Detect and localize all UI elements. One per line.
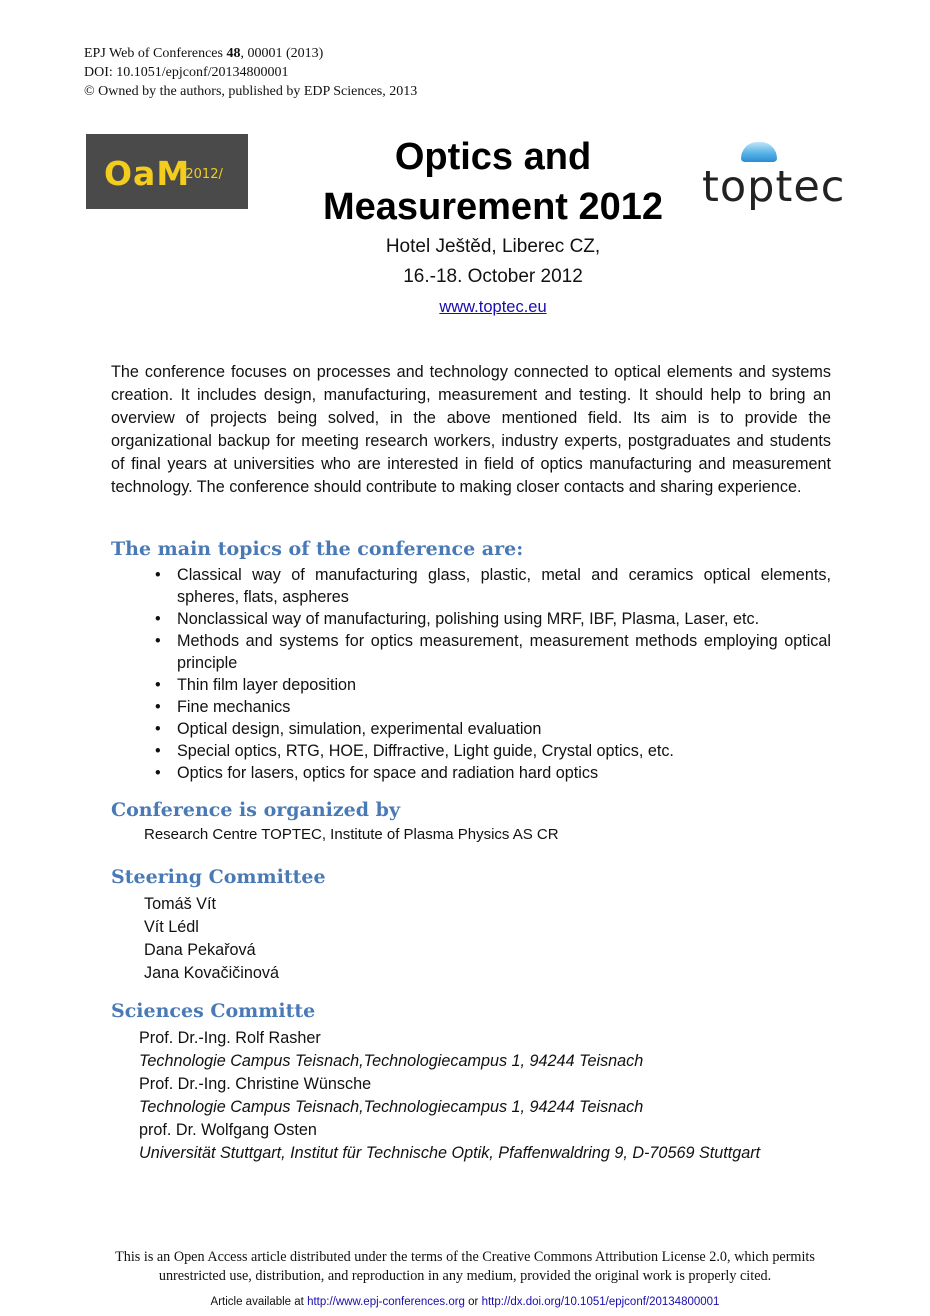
topic-item: • Optics for lasers, optics for space and radiation hard optics bbox=[153, 762, 831, 784]
steering-list bbox=[144, 893, 279, 985]
dome-icon bbox=[741, 142, 777, 162]
conference-title bbox=[300, 132, 686, 232]
copyright-line: © Owned by the authors, published by EDP Sciences, 2013 bbox=[84, 84, 418, 99]
committee-member: Tomáš Vít bbox=[144, 895, 216, 913]
member-affiliation: Technologie Campus Teisnach,Technologiecampus 1, 94244 Teisnach bbox=[139, 1052, 644, 1070]
topic-item: • Nonclassical way of manufacturing, polishing using MRF, IBF, Plasma, Laser, etc. bbox=[153, 608, 831, 630]
website-link[interactable]: www.toptec.eu bbox=[439, 298, 547, 316]
venue-block bbox=[300, 232, 686, 292]
committee-member: Vít Lédl bbox=[144, 918, 199, 936]
doi-link[interactable]: http://dx.doi.org/10.1051/epjconf/20134800001 bbox=[481, 1296, 720, 1308]
organizer-text: Research Centre TOPTEC, Institute of Plasma Physics AS CR bbox=[144, 826, 559, 843]
article-availability bbox=[0, 1296, 930, 1308]
oam-logo-year: /2012/ bbox=[181, 167, 223, 182]
venue-dates: 16.-18. October 2012 bbox=[403, 266, 583, 287]
member-name: prof. Dr. Wolfgang Osten bbox=[139, 1121, 317, 1139]
oam-logo-text: OaM bbox=[104, 154, 191, 193]
sciences-heading: Sciences Committe bbox=[111, 1000, 316, 1022]
member-affiliation: Technologie Campus Teisnach,Technologiecampus 1, 94244 Teisnach bbox=[139, 1098, 644, 1116]
publication-header bbox=[84, 44, 417, 101]
oam-logo bbox=[86, 134, 248, 209]
toptec-logo-text: toptec bbox=[702, 162, 846, 212]
title-line-2: Measurement 2012 bbox=[322, 186, 664, 228]
license-notice: This is an Open Access article distributed under the terms of the Creative Commons Attribution License 2.0, which permits unrestricted use, distribution, and reproduction in any medium, provided the original work is properly cited. bbox=[115, 1249, 815, 1284]
member-name: Prof. Dr.-Ing. Rolf Rasher bbox=[139, 1029, 321, 1047]
intro-paragraph: The conference focuses on processes and technology connected to optical elements and systems creation. It includes design, manufacturing, measurement and testing. It should help to bring an overview of projects being solved, in the above mentioned field. Its aim is to provide the organizational backup for meeting research workers, industry experts, postgraduates and students of final years at universities who are interested in field of optics manufacturing and measurement technology. The conference should contribute to making closer contacts and sharing experience. bbox=[111, 363, 831, 496]
topic-item: • Methods and systems for optics measurement, measurement methods employing optical principle bbox=[153, 630, 831, 674]
website-line bbox=[300, 298, 686, 317]
journal-citation: EPJ Web of Conferences 48, 00001 (2013) bbox=[84, 46, 324, 61]
organizer-heading: Conference is organized by bbox=[111, 799, 400, 821]
topic-item: • Optical design, simulation, experimental evaluation bbox=[153, 718, 831, 740]
venue-location: Hotel Ještěd, Liberec CZ, bbox=[385, 236, 601, 257]
doi-line: DOI: 10.1051/epjconf/20134800001 bbox=[84, 65, 289, 80]
epj-link[interactable]: http://www.epj-conferences.org bbox=[307, 1296, 465, 1308]
committee-member: Jana Kovačičinová bbox=[144, 964, 279, 982]
title-line-1: Optics and bbox=[394, 136, 592, 178]
committee-member: Dana Pekařová bbox=[144, 941, 256, 959]
steering-heading: Steering Committee bbox=[111, 866, 326, 888]
toptec-logo bbox=[700, 138, 846, 218]
topic-item: • Fine mechanics bbox=[153, 696, 831, 718]
or-label: or bbox=[468, 1296, 479, 1308]
topics-list bbox=[153, 564, 831, 784]
available-label: Article available at bbox=[210, 1296, 304, 1308]
member-affiliation: Universität Stuttgart, Institut für Technische Optik, Pfaffenwaldring 9, D-70569 Stuttgart bbox=[139, 1144, 761, 1162]
topics-heading: The main topics of the conference are: bbox=[111, 538, 524, 560]
member-name: Prof. Dr.-Ing. Christine Wünsche bbox=[139, 1075, 372, 1093]
topic-item: • Special optics, RTG, HOE, Diffractive, Light guide, Crystal optics, etc. bbox=[153, 740, 831, 762]
topic-item: • Thin film layer deposition bbox=[153, 674, 831, 696]
topic-item: • Classical way of manufacturing glass, plastic, metal and ceramics optical elements, spheres, flats, aspheres bbox=[153, 564, 831, 608]
sciences-list bbox=[139, 1027, 760, 1165]
